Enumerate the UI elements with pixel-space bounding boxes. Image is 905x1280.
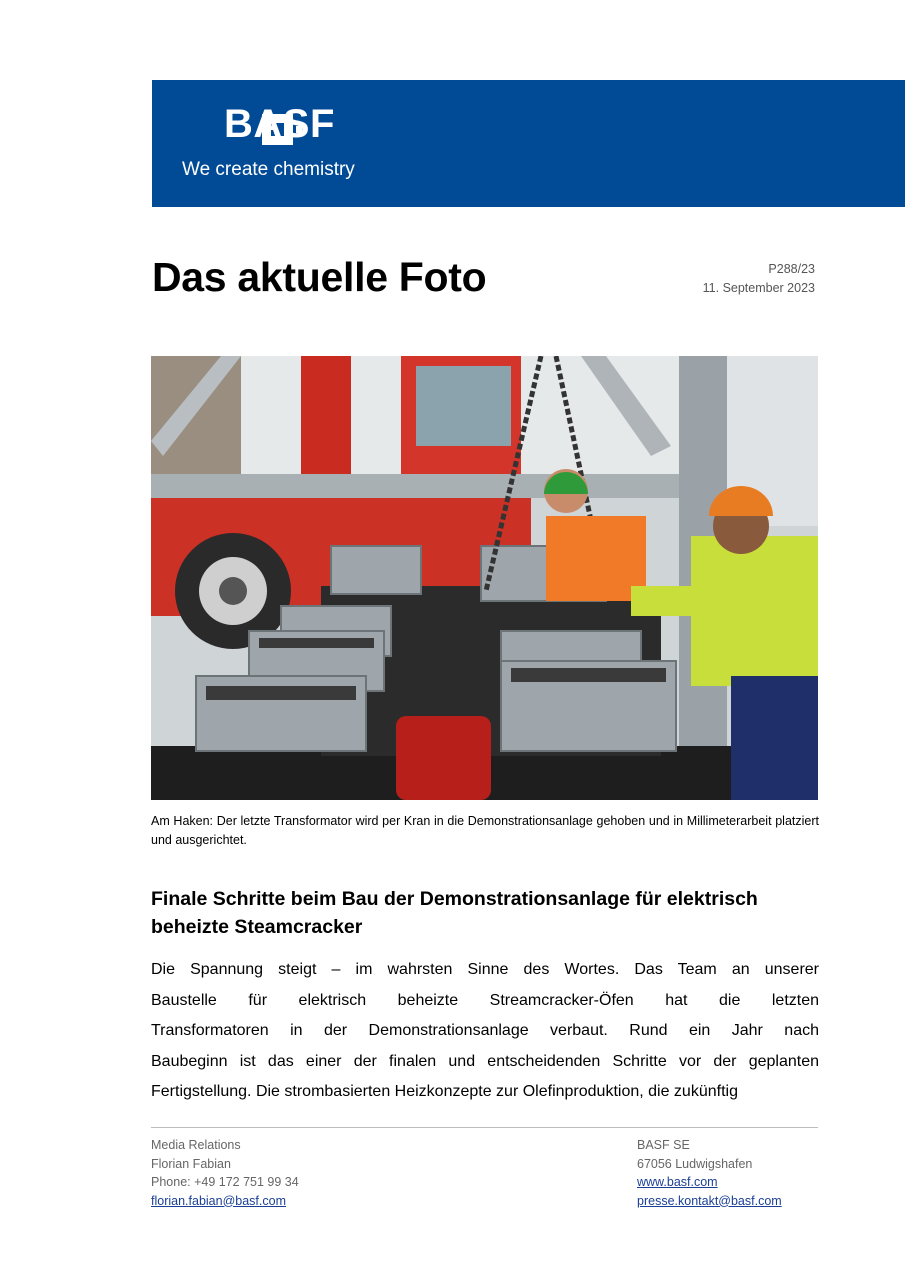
article-headline: Finale Schritte beim Bau der Demonstrationsanlage für elektrisch beheizte Steamcracker: [151, 888, 758, 938]
brand-tagline: We create chemistry: [182, 159, 355, 180]
release-date: 11. September 2023: [702, 281, 815, 295]
company-name: BASF SE: [637, 1138, 690, 1152]
body-line: Fertigstellung. Die strombasierten Heizkonzepte zur Olefinproduktion, die zukünftig: [151, 1083, 738, 1100]
press-photo: [151, 356, 818, 800]
body-line: Baustelle für elektrisch beheizte Streamcracker-Öfen hat die letzten: [151, 991, 819, 1009]
brand-name: BASF: [224, 102, 335, 146]
contact-name: Florian Fabian: [151, 1156, 231, 1171]
contact-phone: Phone: +49 172 751 99 34: [151, 1175, 299, 1189]
press-email-link[interactable]: presse.kontakt@basf.com: [637, 1193, 782, 1208]
contact-email-link[interactable]: florian.fabian@basf.com: [151, 1193, 286, 1208]
company-address: 67056 Ludwigshafen: [637, 1156, 753, 1171]
page-title: Das aktuelle Foto: [152, 254, 487, 300]
photo-caption: Am Haken: Der letzte Transformator wird per Kran in die Demonstrationsanlage gehoben und in Millimeterarbeit platziert und ausgerichtet.: [151, 814, 819, 847]
construction-site-photo: [151, 356, 818, 800]
body-line: Transformatoren in der Demonstrationsanlage verbaut. Rund ein Jahr nach: [151, 1022, 819, 1039]
article-body: [151, 955, 819, 1108]
contact-department: Media Relations: [151, 1138, 241, 1152]
reference-number: P288/23: [768, 262, 815, 276]
header-banner: [152, 80, 905, 207]
website-link[interactable]: www.basf.com: [637, 1175, 718, 1189]
footer-contact: [151, 1136, 299, 1210]
body-line: Die Spannung steigt – im wahrsten Sinne des Wortes. Das Team an unserer: [151, 961, 819, 978]
body-line: Baubeginn ist das einer der finalen und entscheidenden Schritte vor der geplanten: [151, 1052, 819, 1070]
document-meta: [703, 260, 815, 298]
footer-divider: [151, 1127, 818, 1128]
footer-company: [637, 1136, 782, 1210]
